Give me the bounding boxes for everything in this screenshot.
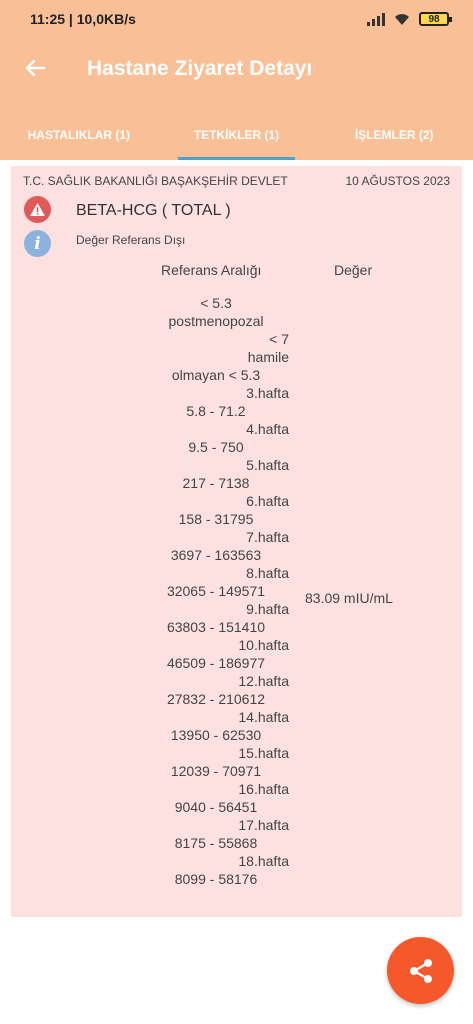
reference-range-line: 14.hafta (238, 709, 289, 725)
reference-range-line: 8.hafta (246, 565, 289, 581)
reference-range-line: 18.hafta (238, 853, 289, 869)
reference-range-line: 12.hafta (238, 673, 289, 689)
tab-bar (0, 110, 473, 160)
share-icon (406, 956, 436, 986)
tab-diseases[interactable]: HASTALIKLAR (1) (27, 128, 131, 142)
reference-range-line: 8099 - 58176 (174, 871, 258, 887)
page-title: Hastane Ziyaret Detayı (87, 57, 313, 80)
reference-range-line: 9040 - 56451 (174, 799, 258, 815)
info-icon: i (24, 230, 51, 257)
reference-range-line: 3.hafta (246, 385, 289, 401)
reference-range-line: 8175 - 55868 (174, 835, 258, 851)
reference-range-line: 17.hafta (238, 817, 289, 833)
reference-range-line: 9.hafta (246, 601, 289, 617)
status-bar (0, 0, 473, 38)
test-date: 10 AĞUSTOS 2023 (345, 174, 450, 188)
reference-range-line: 32065 - 149571 (166, 583, 266, 599)
back-button[interactable] (20, 56, 50, 86)
tab-tests[interactable]: TETKİKLER (1) (158, 110, 316, 160)
share-button[interactable] (387, 937, 454, 1004)
reference-range-line: 13950 - 62530 (170, 727, 262, 743)
reference-range-line: 158 - 31795 (178, 511, 254, 527)
tab-procedures[interactable]: İŞLEMLER (2) (354, 128, 434, 142)
signal-icon (367, 12, 385, 26)
status-time: 11:25 | 10,0KB/s (30, 11, 136, 27)
wifi-icon (393, 12, 411, 26)
institution-name: T.C. SAĞLIK BAKANLIĞI BAŞAKŞEHİR DEVLET (23, 174, 288, 188)
reference-range-line: postmenopozal (168, 313, 264, 329)
reference-range-line: 7.hafta (246, 529, 289, 545)
reference-range-line: 46509 - 186977 (166, 655, 266, 671)
arrow-left-icon (23, 56, 47, 80)
reference-range-line: < 7 (269, 331, 289, 347)
reference-range-line: 16.hafta (238, 781, 289, 797)
status-icons (367, 12, 449, 26)
reference-range-line: 12039 - 70971 (170, 763, 262, 779)
test-name: BETA-HCG ( TOTAL ) (76, 202, 231, 219)
reference-range-line: 5.hafta (246, 457, 289, 473)
reference-range-line: 6.hafta (246, 493, 289, 509)
warning-icon (24, 196, 51, 223)
reference-range-line: 63803 - 151410 (166, 619, 266, 635)
test-value: 83.09 mIU/mL (305, 590, 393, 606)
reference-range-line: < 5.3 (200, 295, 232, 311)
reference-range-list (141, 294, 291, 888)
reference-range-line: hamile (247, 349, 289, 365)
value-header: Değer (334, 262, 373, 278)
battery-icon: 98 (419, 12, 449, 26)
reference-range-header: Referans Aralığı (161, 262, 262, 278)
reference-range-line: 9.5 - 750 (188, 439, 244, 455)
reference-range-line: 4.hafta (246, 421, 289, 437)
out-of-range-flag: Değer Referans Dışı (76, 233, 186, 247)
reference-range-line: 10.hafta (238, 637, 289, 653)
reference-range-line: 15.hafta (238, 745, 289, 761)
reference-range-line: 3697 - 163563 (170, 547, 262, 563)
reference-range-line: 27832 - 210612 (166, 691, 266, 707)
test-card[interactable] (11, 166, 462, 917)
reference-range-line: 217 - 7138 (182, 475, 250, 491)
reference-range-line: 5.8 - 71.2 (186, 403, 246, 419)
reference-range-line: olmayan < 5.3 (171, 367, 261, 383)
app-bar (0, 38, 473, 160)
